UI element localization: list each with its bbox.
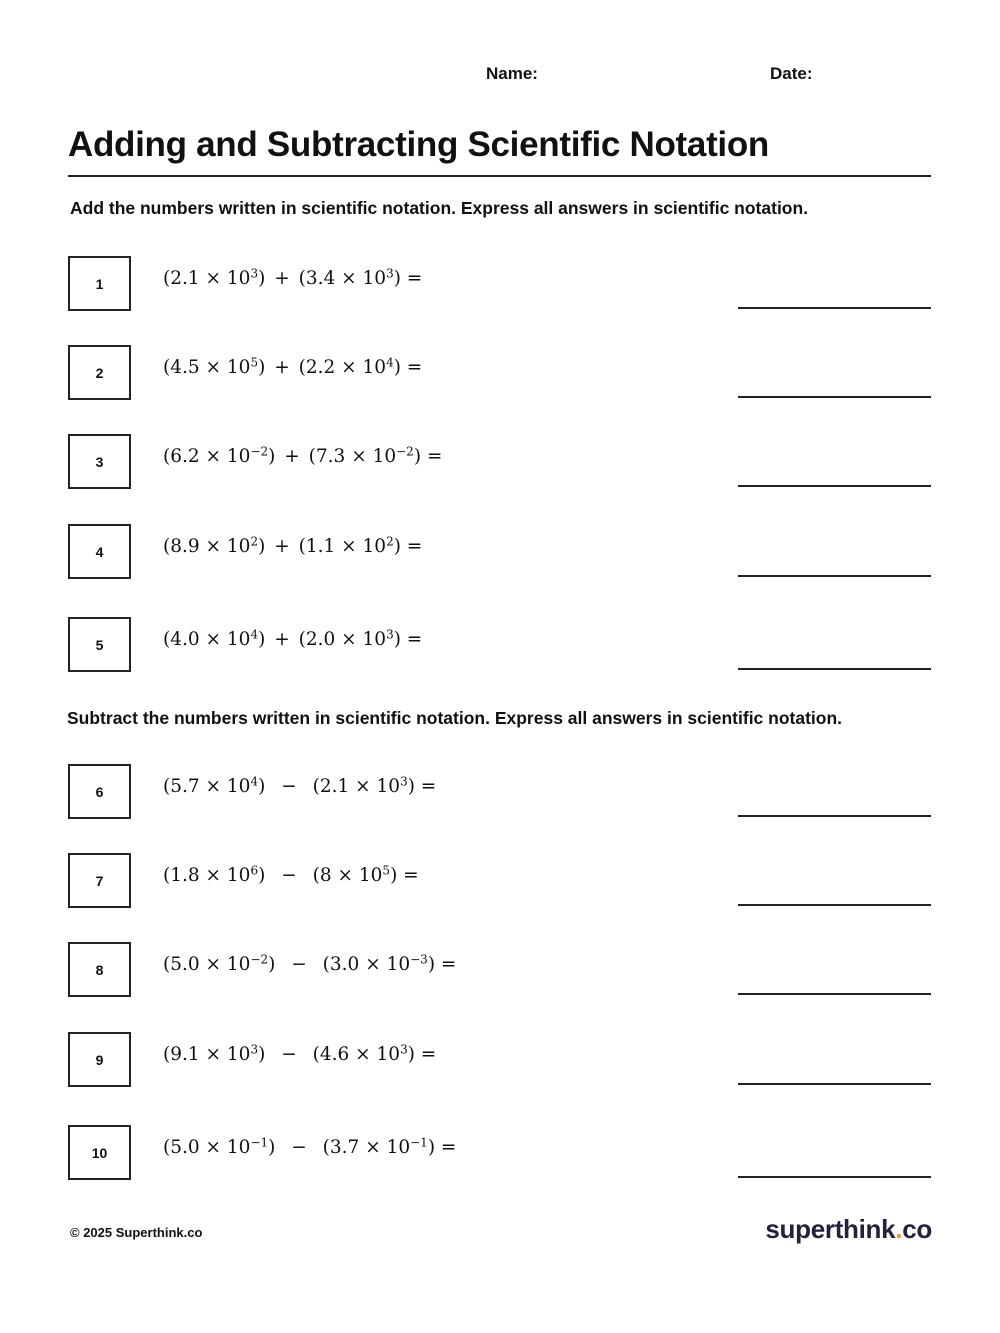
problem-number-box bbox=[68, 345, 131, 400]
problem-number-box bbox=[68, 764, 131, 819]
operator: + bbox=[284, 446, 300, 467]
brand-dot: . bbox=[895, 1214, 903, 1244]
problem-expression: $(9.1 \times 10^3) - (4.6 \times 10^3)$ = bbox=[163, 1042, 437, 1065]
operand-a: 2.1 bbox=[170, 268, 200, 289]
operand-b: 3.4 bbox=[305, 268, 336, 289]
problem-expression: $(6.2 \times 10^{-2}) + (7.3 \times 10^{-2})$ = bbox=[163, 444, 443, 467]
name-label: Name: bbox=[486, 64, 538, 83]
answer-line[interactable] bbox=[738, 668, 931, 670]
problem-number-box bbox=[68, 434, 131, 489]
problem-expression: $(5.0 \times 10^{-2}) - (3.0 \times 10^{-3})$ = bbox=[163, 952, 457, 975]
problem-row bbox=[0, 1125, 1000, 1181]
problem-expression: $(5.0 \times 10^{-1}) - (3.7 \times 10^{-1})$ = bbox=[163, 1135, 457, 1158]
answer-line[interactable] bbox=[738, 396, 931, 398]
operator: − bbox=[291, 1137, 307, 1158]
brand-logo bbox=[765, 1214, 932, 1245]
operator: − bbox=[281, 776, 297, 797]
exponent-b: 5 bbox=[382, 863, 391, 878]
exponent-b: 2 bbox=[386, 534, 394, 549]
problem-number: 2 bbox=[95, 364, 104, 381]
problem-expression: $(1.8 \times 10^6) - (8 \times 10^5)$ = bbox=[163, 863, 419, 886]
problem-row bbox=[0, 524, 1000, 580]
problem-expression: $(5.7 \times 10^4) - (2.1 \times 10^3)$ = bbox=[163, 774, 437, 797]
exponent-a: −2 bbox=[250, 444, 269, 459]
operand-a: 5.0 bbox=[170, 1137, 200, 1158]
problem-number: 9 bbox=[95, 1051, 104, 1068]
problem-number-box bbox=[68, 617, 131, 672]
problem-number: 1 bbox=[95, 275, 104, 292]
problem-expression: $(4.5 \times 10^5) + (2.2 \times 10^4)$ = bbox=[163, 355, 423, 378]
problem-row bbox=[0, 434, 1000, 490]
exponent-b: −1 bbox=[410, 1135, 428, 1150]
brand-name: superthink bbox=[765, 1214, 896, 1244]
problem-number-box bbox=[68, 853, 131, 908]
operator: + bbox=[274, 536, 290, 557]
exponent-b: 4 bbox=[386, 355, 394, 370]
operator: + bbox=[274, 268, 290, 289]
operand-a: 1.8 bbox=[170, 865, 200, 886]
brand-tld: co bbox=[902, 1214, 932, 1244]
problem-expression: $(4.0 \times 10^4) + (2.0 \times 10^3)$ = bbox=[163, 627, 423, 650]
copyright-text: © 2025 Superthink.co bbox=[70, 1225, 203, 1240]
operand-b: 2.1 bbox=[319, 776, 350, 797]
problem-number-box bbox=[68, 1125, 131, 1180]
exponent-a: 3 bbox=[250, 266, 259, 281]
operator: − bbox=[281, 1044, 297, 1065]
problem-number: 8 bbox=[95, 961, 104, 978]
answer-line[interactable] bbox=[738, 993, 931, 995]
operand-b: 3.0 bbox=[329, 954, 360, 975]
problem-row bbox=[0, 345, 1000, 401]
page-title: Adding and Subtracting Scientific Notation bbox=[68, 125, 770, 164]
exponent-b: −3 bbox=[410, 952, 428, 967]
problem-row bbox=[0, 1032, 1000, 1088]
exponent-a: 5 bbox=[250, 355, 259, 370]
operator: + bbox=[274, 629, 290, 650]
exponent-b: 3 bbox=[400, 774, 408, 789]
operand-a: 4.5 bbox=[170, 357, 200, 378]
exponent-b: 3 bbox=[386, 627, 394, 642]
exponent-a: 4 bbox=[250, 627, 259, 642]
add-instruction: Add the numbers written in scientific notation. Express all answers in scientific notation. bbox=[70, 198, 809, 218]
problem-expression: $(8.9 \times 10^2) + (1.1 \times 10^2)$ = bbox=[163, 534, 423, 557]
operator: + bbox=[274, 357, 290, 378]
exponent-a: 4 bbox=[250, 774, 259, 789]
exponent-b: −2 bbox=[396, 444, 414, 459]
problem-number: 5 bbox=[95, 636, 104, 653]
exponent-a: −2 bbox=[250, 952, 269, 967]
operator: − bbox=[291, 954, 307, 975]
problem-number-box bbox=[68, 1032, 131, 1087]
problem-number: 4 bbox=[95, 543, 104, 560]
operand-a: 9.1 bbox=[170, 1044, 200, 1065]
exponent-b: 3 bbox=[386, 266, 394, 281]
problem-number-box bbox=[68, 942, 131, 997]
date-label: Date: bbox=[770, 64, 813, 83]
operand-b: 2.0 bbox=[305, 629, 336, 650]
answer-line[interactable] bbox=[738, 1083, 931, 1085]
exponent-a: 2 bbox=[250, 534, 259, 549]
problem-expression: $(2.1 \times 10^3) + (3.4 \times 10^3)$ = bbox=[163, 266, 423, 289]
problem-number-box bbox=[68, 256, 131, 311]
operand-b: 4.6 bbox=[319, 1044, 350, 1065]
operand-a: 6.2 bbox=[170, 446, 200, 467]
operand-a: 5.0 bbox=[170, 954, 200, 975]
operand-b: 3.7 bbox=[329, 1137, 360, 1158]
problem-number: 7 bbox=[95, 872, 104, 889]
problem-row bbox=[0, 942, 1000, 998]
answer-line[interactable] bbox=[738, 1176, 931, 1178]
answer-line[interactable] bbox=[738, 485, 931, 487]
title-divider bbox=[68, 175, 931, 177]
operand-b: 8 bbox=[319, 865, 332, 886]
operand-a: 8.9 bbox=[170, 536, 200, 557]
problem-row bbox=[0, 256, 1000, 312]
problem-row bbox=[0, 853, 1000, 909]
exponent-a: 6 bbox=[250, 863, 259, 878]
answer-line[interactable] bbox=[738, 815, 931, 817]
problem-row bbox=[0, 764, 1000, 820]
problem-number-box bbox=[68, 524, 131, 579]
operand-b: 7.3 bbox=[315, 446, 346, 467]
problem-number: 3 bbox=[95, 453, 104, 470]
operand-b: 2.2 bbox=[305, 357, 336, 378]
subtract-instruction: Subtract the numbers written in scientific notation. Express all answers in scientific notation. bbox=[67, 708, 843, 728]
operator: − bbox=[281, 865, 297, 886]
exponent-a: −1 bbox=[250, 1135, 269, 1150]
problem-number: 6 bbox=[95, 783, 104, 800]
operand-a: 5.7 bbox=[170, 776, 200, 797]
answer-line[interactable] bbox=[738, 904, 931, 906]
exponent-b: 3 bbox=[400, 1042, 408, 1057]
problem-row bbox=[0, 617, 1000, 673]
answer-line[interactable] bbox=[738, 575, 931, 577]
operand-a: 4.0 bbox=[170, 629, 200, 650]
problem-number: 10 bbox=[91, 1144, 108, 1161]
answer-line[interactable] bbox=[738, 307, 931, 309]
exponent-a: 3 bbox=[250, 1042, 259, 1057]
operand-b: 1.1 bbox=[305, 536, 336, 557]
